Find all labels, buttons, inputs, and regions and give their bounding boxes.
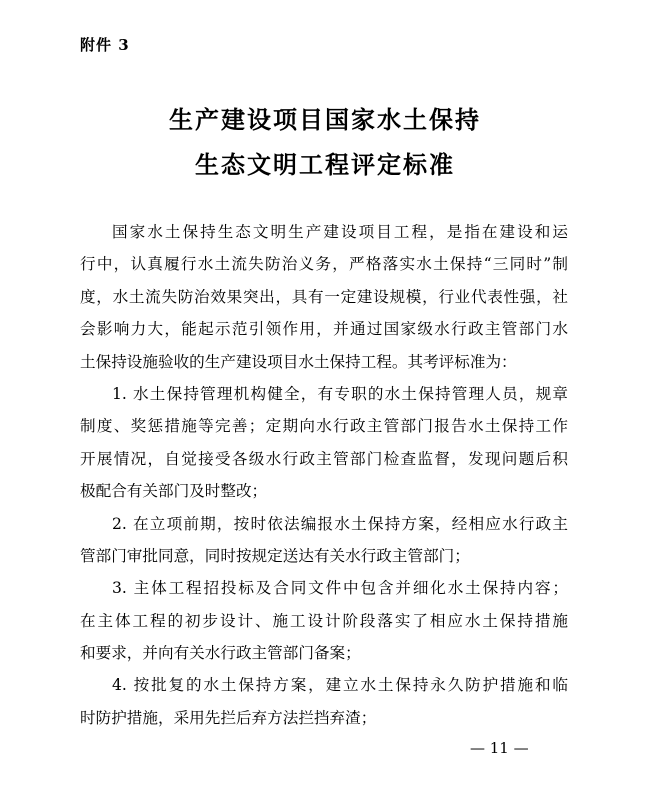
document-body — [80, 216, 568, 734]
paragraph-1-line-3: 度，水土流失防治效果突出，具有一定建设规模，行业代表性强，社 — [80, 287, 568, 306]
paragraph-1-line-4: 会影响力大，能起示范引领作用，并通过国家级水行政主管部门水 — [80, 320, 568, 339]
document-title-line-2: 生态文明工程评定标准 — [195, 151, 455, 179]
page-number: — 11 — — [470, 739, 529, 757]
item-4-line-1: 4. 按批复的水土保持方案，建立水土保持永久防护措施和临 — [112, 676, 568, 695]
item-1-line-4: 极配合有关部门及时整改； — [80, 482, 268, 501]
document-title-line-1: 生产建设项目国家水土保持 — [169, 106, 481, 134]
paragraph-1-line-5: 土保持设施验收的生产建设项目水土保持工程。其考评标准为： — [80, 352, 517, 371]
item-3-line-3: 和要求，并向有关水行政主管部门备案； — [80, 644, 361, 663]
item-3-line-2: 在主体工程的初步设计、施工设计阶段落实了相应水土保持措施 — [80, 611, 568, 630]
paragraph-1-line-1: 国家水土保持生态文明生产建设项目工程，是指在建设和运 — [112, 223, 568, 241]
item-2-line-1: 2. 在立项前期，按时依法编报水土保持方案，经相应水行政主 — [112, 514, 568, 533]
item-2-line-2: 管部门审批同意，同时按规定送达有关水行政主管部门； — [80, 546, 470, 565]
item-4-line-2: 时防护措施，采用先拦后弃方法拦挡弃渣； — [80, 708, 377, 727]
item-3-line-1: 3. 主体工程招投标及合同文件中包含并细化水土保持内容； — [112, 579, 568, 598]
annex-label: 附件 3 — [80, 36, 130, 54]
item-1-line-1: 1. 水土保持管理机构健全，有专职的水土保持管理人员，规章 — [112, 384, 568, 403]
item-1-line-3: 开展情况，自觉接受各级水行政主管部门检查监督，发现问题后积 — [80, 449, 568, 468]
paragraph-1-line-2: 行中，认真履行水土流失防治义务，严格落实水土保持“三同时”制 — [80, 255, 568, 274]
item-1-line-2: 制度、奖惩措施等完善；定期向水行政主管部门报告水土保持工作 — [80, 417, 568, 436]
